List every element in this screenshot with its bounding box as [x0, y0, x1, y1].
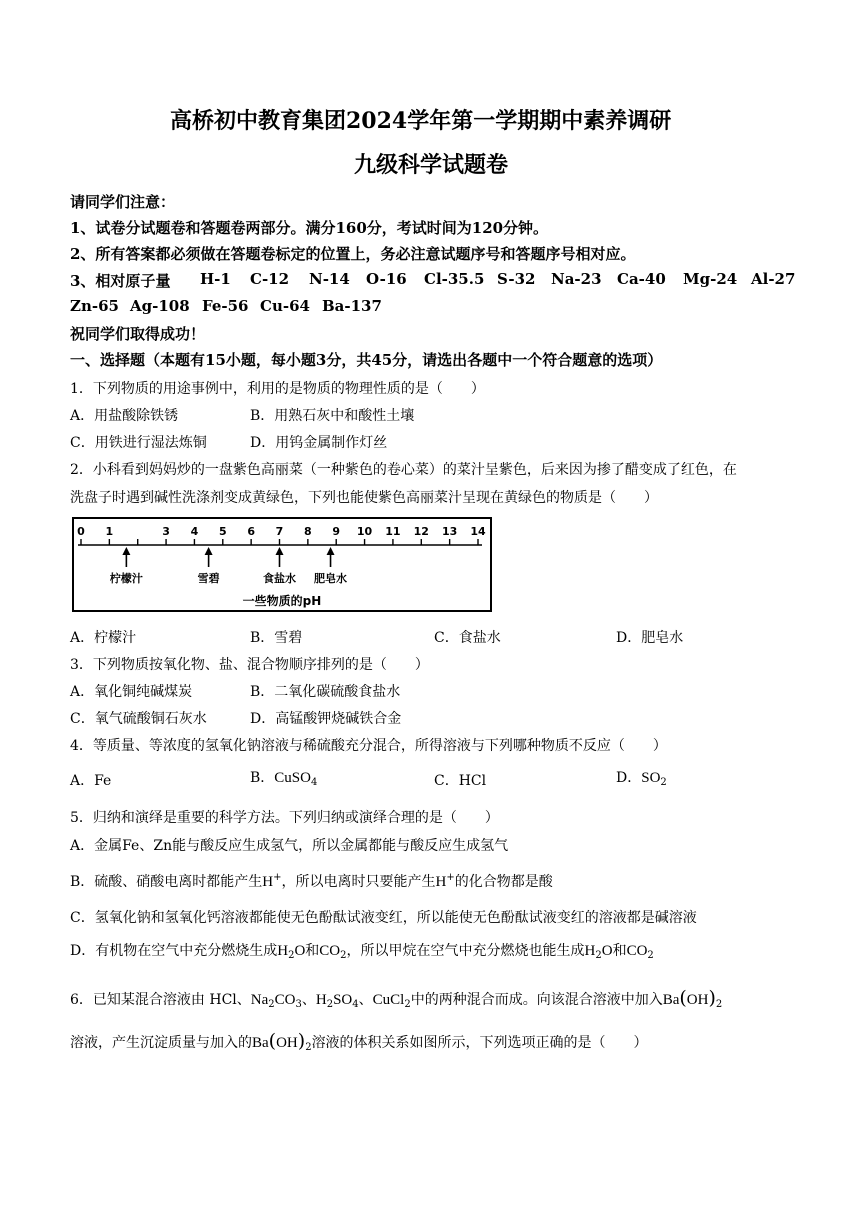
q1-option-b: B．用熟石灰中和酸性土壤: [250, 408, 415, 424]
ph-scale-label: 1: [105, 525, 114, 538]
notice-item-3-prefix: 3、相对原子量: [70, 272, 171, 290]
ph-label-group: [77, 525, 486, 538]
atomic-mass-zn: Zn-65: [70, 297, 119, 315]
section-heading: 一、选择题（本题有15小题，每小题3分，共45分，请选出各题中一个符合题意的选项）: [70, 351, 663, 369]
atomic-mass-h: H-1: [200, 270, 231, 288]
atomic-mass-s: S-32: [497, 270, 536, 288]
q3-stem: 3．下列物质按氧化物、盐、混合物顺序排列的是（ ）: [70, 657, 429, 673]
q4-option-c: C．HCl: [434, 773, 487, 789]
ph-marker: [314, 547, 347, 585]
notice-item-1: 1、试卷分试题卷和答题卷两部分。满分160分，考试时间为120分钟。: [70, 219, 549, 237]
arrow-up-icon: [122, 547, 130, 555]
q5-option-b: B．硫酸、硝酸电离时都能产生H+，所以电离时只要能产生H+的化合物都是酸: [70, 872, 553, 890]
exam-subtitle: 九级科学试题卷: [354, 152, 509, 178]
ph-scale-label: 6: [247, 525, 255, 538]
q1-stem: 1．下列物质的用途事例中，利用的是物质的物理性质的是（ ）: [70, 381, 485, 397]
ph-scale-label: 13: [441, 525, 458, 538]
atomic-mass-o: O-16: [366, 270, 407, 288]
ph-scale-label: 7: [275, 525, 284, 538]
q6-line2: 溶液，产生沉淀质量与加入的$Ba(OH)_2$溶液的体积关系如图所示，下列选项正确的是（ ）: [70, 1030, 648, 1053]
atomic-mass-mg: Mg-24: [683, 270, 738, 288]
q2-option-d: D．肥皂水: [616, 630, 684, 646]
q4-option-a: A．Fe: [70, 773, 112, 789]
q1-option-d: D．用钨金属制作灯丝: [250, 435, 388, 451]
q6-line1: 6．已知某混合溶液由 HCl、$Na_2CO_3$、$H_2SO_4$、CuCl$_2$中的两种混合而成。向该混合溶液中加入$Ba(OH)_2$: [70, 987, 723, 1010]
ph-marker-label: 雪碧: [197, 572, 220, 585]
ph-marker-label: 肥皂水: [314, 572, 348, 585]
atomic-mass-cl: Cl-35.5: [424, 270, 485, 288]
atomic-mass-fe: Fe-56: [202, 297, 249, 315]
ph-marker-group: [110, 547, 347, 585]
q2-option-b: B．雪碧: [250, 630, 303, 646]
q5-stem: 5．归纳和演绎是重要的科学方法。下列归纳或演绎合理的是（ ）: [70, 810, 499, 826]
ph-scale-label: 12: [413, 525, 429, 538]
q2-option-c: C．食盐水: [434, 630, 501, 646]
ph-marker-label: 食盐水: [263, 572, 296, 585]
atomic-mass-ca: Ca-40: [617, 270, 666, 288]
q3-option-b: B．二氧化碳硫酸食盐水: [250, 684, 401, 700]
ph-scale-label: 14: [470, 525, 486, 538]
atomic-mass-ag: Ag-108: [130, 297, 190, 315]
ph-marker: [198, 547, 220, 585]
q5-option-d: D．有机物在空气中充分燃烧生成$H_2O$和$CO_2$，所以甲烷在空气中充分燃烧也能生成$H_2O$和$CO_2$: [70, 943, 654, 961]
q3-option-d: D．高锰酸钾烧碱铁合金: [250, 711, 402, 727]
ph-marker: [110, 547, 143, 585]
q1-option-a: A．用盐酸除铁锈: [70, 408, 179, 424]
q2-option-a: A．柠檬汁: [70, 630, 137, 646]
ph-scale-label: 0: [77, 525, 85, 538]
q1-option-c: C．用铁进行湿法炼铜: [70, 435, 207, 451]
notice-item-2: 2、所有答案都必须做在答题卷标定的位置上，务必注意试题序号和答题序号相对应。: [70, 245, 636, 263]
ph-marker: [263, 547, 296, 585]
q5-option-c: C．氢氧化钠和氢氧化钙溶液都能使无色酚酞试液变红，所以能使无色酚酞试液变红的溶液都是碱溶液: [70, 910, 697, 926]
notice-heading: 请同学们注意：: [70, 193, 176, 211]
notice-wish: 祝同学们取得成功！: [70, 325, 206, 343]
ph-scale-label: 5: [218, 525, 227, 538]
q4-option-b: B．CuSO$_4$: [250, 770, 318, 788]
ph-scale-label: 9: [332, 525, 341, 538]
atomic-mass-c: C-12: [250, 270, 290, 288]
atomic-mass-ba: Ba-137: [322, 297, 382, 315]
ph-scale-figure: [72, 517, 492, 613]
arrow-up-icon: [327, 547, 335, 555]
q4-stem: 4．等质量、等浓度的氢氧化钠溶液与稀硫酸充分混合，所得溶液与下列哪种物质不反应（ ）: [70, 738, 667, 754]
ph-scale-label: 11: [385, 525, 401, 538]
atomic-mass-al: Al-27: [751, 270, 796, 288]
exam-title: 高桥初中教育集团2024学年第一学期期中素养调研: [170, 108, 672, 134]
q2-stem-line2: 洗盘子时遇到碱性洗涤剂变成黄绿色，下列也能使紫色高丽菜汁呈现在黄绿色的物质是（ ）: [70, 490, 658, 506]
ph-scale-label: 4: [190, 525, 199, 538]
atomic-mass-n: N-14: [309, 270, 350, 288]
atomic-mass-cu: Cu-64: [260, 297, 310, 315]
q2-stem-line1: 2．小科看到妈妈炒的一盘紫色高丽菜（一种紫色的卷心菜）的菜汁呈紫色，后来因为掺了醋变成了红色，在: [70, 462, 737, 478]
q5-option-a: A．金属Fe、Zn能与酸反应生成氢气，所以金属都能与酸反应生成氢气: [70, 838, 509, 854]
ph-scale-label: 8: [304, 525, 312, 538]
q4-option-d: D．$SO_2$: [616, 770, 667, 788]
arrow-up-icon: [276, 547, 284, 555]
q3-option-c: C．氧气硫酸铜石灰水: [70, 711, 207, 727]
arrow-up-icon: [205, 547, 213, 555]
q3-option-a: A．氧化铜纯碱煤炭: [70, 684, 193, 700]
ph-scale-label: 10: [356, 525, 373, 538]
ph-tick-group: [81, 539, 478, 545]
ph-scale-label: 3: [162, 525, 170, 538]
ph-figure-caption: 一些物质的pH: [242, 594, 322, 608]
atomic-mass-na: Na-23: [551, 270, 602, 288]
ph-marker-label: 柠檬汁: [109, 572, 143, 585]
